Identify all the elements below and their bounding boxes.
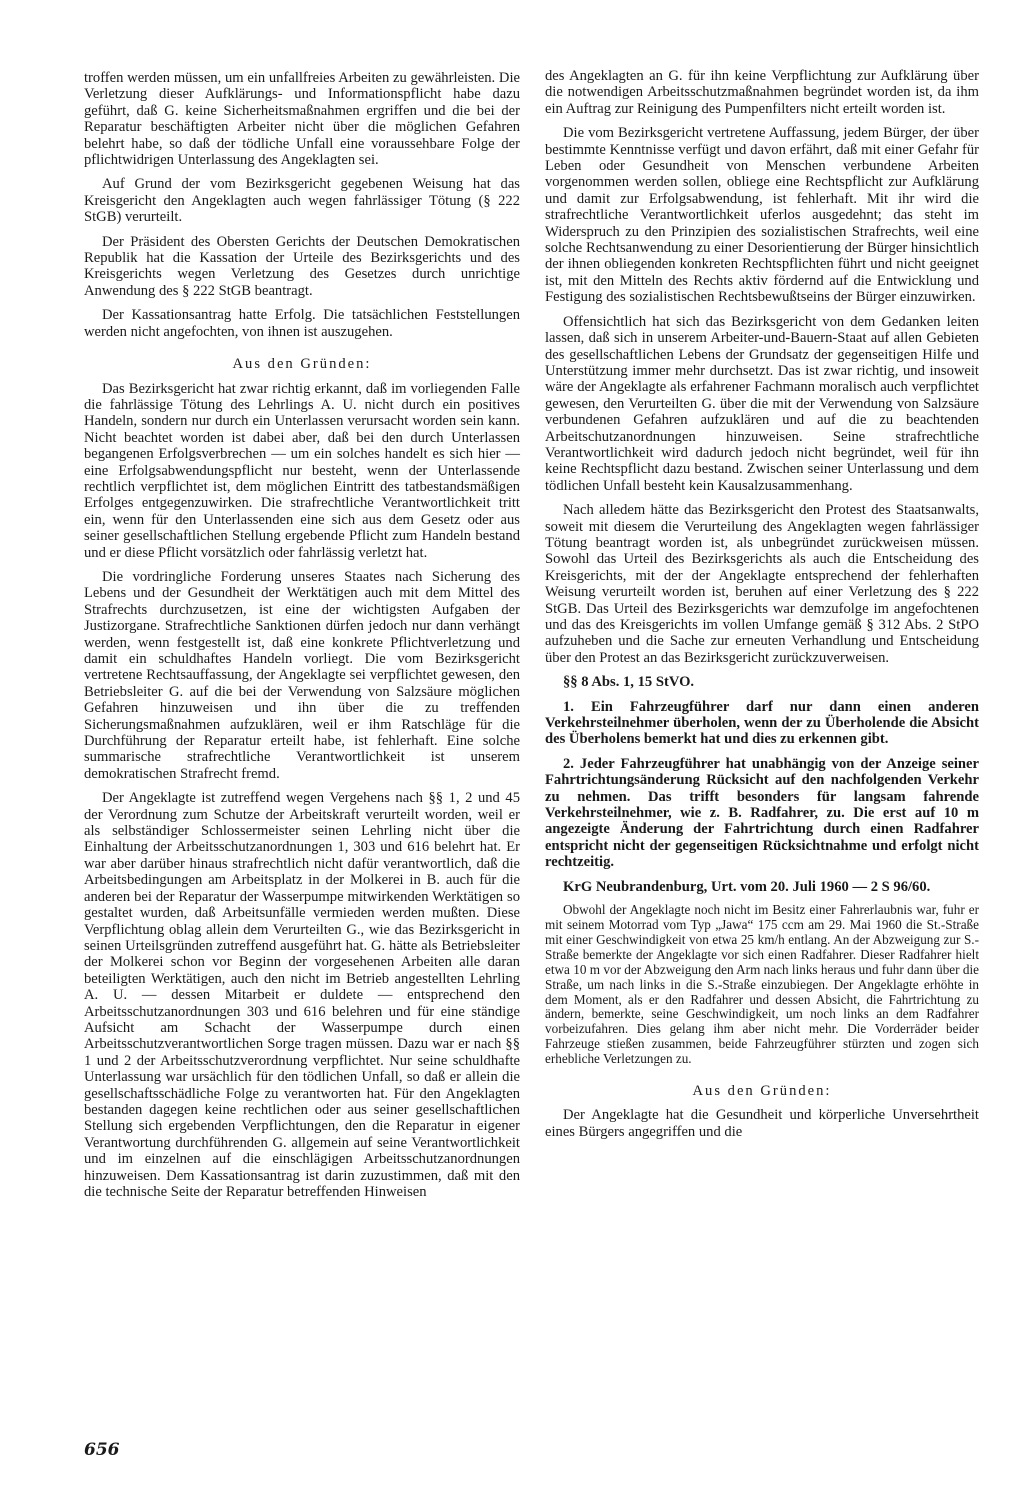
- paragraph: des Angeklagten an G. für ihn keine Verpflichtung zur Aufklärung über die notwendigen Arbeitsschutzmaßnahmen begründet worden ist, da ihm ein Auftrag zur Reinigung des Pumpenfilters nicht erteilt worden ist.: [545, 68, 979, 117]
- legal-reference: §§ 8 Abs. 1, 15 StVO.: [563, 674, 695, 691]
- headnote-1: 1. Ein Fahrzeugführer darf nur dann einen anderen Verkehrsteilnehmer überholen, wenn der zu Überholende die Absicht des Überholens bemerkt hat und dies zu erkennen gibt.: [545, 698, 979, 748]
- page-number: 656: [84, 1440, 120, 1460]
- left-column: [84, 70, 520, 1208]
- paragraph: Offensichtlich hat sich das Bezirksgericht von dem Gedanken leiten lassen, daß sich in unserem Arbeiter-und-Bauern-Staat auf allen Gebieten des gesellschaftlichen Lebens der Grundsatz der gegenseitigen Hilfe und Unterstützung immer mehr durchsetzt. Das ist zwar richtig, und insoweit wäre der Angeklagte als erfahrener Fachmann moralisch auch verpflichtet gewesen, den Verurteilten G. über die mit der Verwendung von Salzsäure verbundenen Gefahren aufzuklären und auf die zu beachtenden Arbeitschutzanordnungen hinzuweisen. Seine strafrechtliche Verantwortlichkeit wird dadurch jedoch nicht begründet, weil für ihn keine Rechtspflicht dazu bestand. Zwischen seiner Unterlassung und dem tödlichen Unfall besteht kein Kausalzusammenhang.: [545, 313, 979, 494]
- headnote-2: 2. Jeder Fahrzeugführer hat unabhängig von der Anzeige seiner Fahrtrichtungsänderung Rücksicht auf den nachfolgenden Verkehr zu nehmen. Das trifft besonders für langsam fahrende Verkehrsteilnehmer, wie z. B. Radfahrer, zu. Die erst auf 10 m angezeigte Änderung der Fahrtrichtung durch einen Radfahrer entspricht nicht der gegenseitigen Rücksichtnahme und erfolgt nicht rechtzeitig.: [545, 755, 979, 871]
- paragraph: Der Präsident des Obersten Gerichts der Deutschen Demokratischen Republik hat die Kassation der Urteile des Bezirksgerichts und des Kreisgerichts wegen Verletzung des Gesetzes durch unrichtige Anwendung des § 222 StGB beantragt.: [84, 233, 520, 299]
- right-column: [545, 68, 979, 1148]
- paragraph: Nach alledem hätte das Bezirksgericht den Protest des Staatsanwalts, soweit mit diesem die Verurteilung des Angeklagten wegen fahrlässiger Tötung beantragt worden ist, als unbegründet zurückweisen müssen. Sowohl das Urteil des Bezirksgerichts als auch die Entscheidung des Kreisgerichts, mit der der Angeklagte entsprechend der fehlerhaften Weisung verurteilt worden ist, beruhen auf einer Verletzung des § 222 StGB. Das Urteil des Bezirksgerichts war demzufolge im angefochtenen und das des Kreisgerichts im vollen Umfange gemäß § 312 Abs. 2 StPO aufzuheben und die Sache zur erneuten Verhandlung und Entscheidung über den Protest an das Bezirksgericht zurückzuverweisen.: [545, 502, 979, 666]
- paragraph: Die vordringliche Forderung unseres Staates nach Sicherung des Lebens und der Gesundheit der Werktätigen auch mit dem Mittel des Strafrechts durchzusetzen, ist eine der wichtigsten Aufgaben der Justizorgane. Strafrechtliche Sanktionen dürfen jedoch nur dann verhängt werden, wenn festgestellt ist, daß eine konkrete Pflichtverletzung und damit ein schuldhaftes Handeln vorliegt. Die vom Bezirksgericht vertretene Rechtsauffassung, der Angeklagte sei verpflichtet gewesen, den Betriebsleiter G. auf die bei der Verwendung von Salzsäure möglichen Gefahren hinzuweisen und ihn über die zu treffenden Sicherungsmaßnahmen aufzuklären, weil er ihm Ratschläge für die Durchführung der Reparatur erteilt habe, ist fehlerhaft. Eine solche summarische strafrechtliche Verantwortlichkeit ist unserem demokratischen Strafrecht fremd.: [84, 568, 520, 782]
- paragraph: Die vom Bezirksgericht vertretene Auffassung, jedem Bürger, der über bestimmte Kenntnisse verfügt und davon erfährt, daß mit einer Gefahr für Leben oder Gesundheit von Menschen verbundene Arbeiten vorgenommen werden sollen, obliege eine Rechtspflicht zur Aufklärung und damit zur Erfolgsabwendung, ist fehlerhaft. Mit ihr wird die strafrechtliche Verantwortlichkeit uferlos ausgedehnt; das steht im Widerspruch zu den Prinzipien des sozialistischen Strafrechts, weil eine solche Rechtsanwendung zu einer Desorientierung der Bürger hinsichtlich der ihnen obliegenden konkreten Rechtspflichten führt und nicht geeignet ist, mit den Mitteln des Rechts aktiv fördernd auf die Entwicklung und Festigung des sozialistischen Rechtsbewußtseins der Bürger einzuwirken.: [545, 125, 979, 306]
- paragraph: Das Bezirksgericht hat zwar richtig erkannt, daß im vorliegenden Falle die fahrlässige Tötung des Lehrlings A. U. nicht durch ein positives Handeln, sondern nur durch ein Unterlassen verursacht worden sein kann. Nicht beachtet worden ist dabei aber, daß bei den durch Unterlassen begangenen Erfolgsverbrechen — um ein solches handelt es sich hier — eine Erfolgsabwendungspflicht nur besteht, wenn der Unterlassende rechtlich verpflichtet ist, dem möglichen Eintritt des tatbestandsmäßigen Erfolges entgegenzuwirken. Die strafrechtliche Verantwortlichkeit tritt ein, wenn für den Unterlassenden eine sich aus dem Gesetz oder aus seiner gesellschaftlichen Stellung ergebende Pflicht zum Handeln bestand und er diese Pflicht vorsätzlich oder fahrlässig verletzt hat.: [84, 380, 520, 561]
- paragraph: Der Kassationsantrag hatte Erfolg. Die tatsächlichen Feststellungen werden nicht angefochten, von ihnen ist auszugehen.: [84, 307, 520, 340]
- paragraph: Der Angeklagte hat die Gesundheit und körperliche Unversehrtheit eines Bürgers angegriffen und die: [545, 1107, 979, 1140]
- section-heading: Aus den Gründen:: [232, 356, 372, 373]
- paragraph: troffen werden müssen, um ein unfallfreies Arbeiten zu gewährleisten. Die Verletzung dieser Aufklärungs- und Informationspflicht habe dazu geführt, daß G. keine Sicherheitsmaßnahmen ergriffen und die bei der Reparatur beschäftigten Arbeiter nicht über die möglichen Gefahren belehrt habe, so daß der tödliche Unfall eine voraussehbare Folge der pflichtwidrigen Unterlassung des Angeklagten sei.: [84, 70, 520, 169]
- section-heading: Aus den Gründen:: [692, 1083, 832, 1100]
- court-citation: KrG Neubrandenburg, Urt. vom 20. Juli 1960 — 2 S 96/60.: [563, 878, 931, 895]
- facts-paragraph: Obwohl der Angeklagte noch nicht im Besitz einer Fahrerlaubnis war, fuhr er mit seinem Motorrad vom Typ „Jawa“ 175 ccm am 29. Mai 1960 die St.-Straße mit einer Geschwindigkeit von etwa 25 km/h entlang. An der Abzweigung zur S.-Straße bemerkte der Angeklagte vor sich einen Radfahrer. Dieser Radfahrer hielt etwa 10 m vor der Abzweigung den Arm nach links heraus und fuhr dann über die Straße, um nach links in die S.-Straße einzubiegen. Der Angeklagte erhöhte in dem Moment, als er den Radfahrer und dessen Absicht, die Fahrtrichtung zu ändern, bemerkte, seine Geschwindigkeit, um noch links an dem Radfahrer vorbeizufahren. Dies gelang ihm aber nicht mehr. Die Vorderräder beider Fahrzeuge stießen zusammen, beide Fahrzeugführer stürzten und zogen sich erhebliche Verletzungen zu.: [545, 902, 979, 1067]
- paragraph: Auf Grund der vom Bezirksgericht gegebenen Weisung hat das Kreisgericht den Angeklagten auch wegen fahrlässiger Tötung (§ 222 StGB) verurteilt.: [84, 176, 520, 226]
- paragraph: Der Angeklagte ist zutreffend wegen Vergehens nach §§ 1, 2 und 45 der Verordnung zum Schutze der Arbeitskraft verurteilt worden, weil er als selbständiger Schlossermeister seinen Lehrling nicht über die Einhaltung der Arbeitsschutzanordnungen 1, 303 und 616 belehrt hat. Er war aber darüber hinaus strafrechtlich nicht dafür verantwortlich, daß die Arbeitsbedingungen am Arbeitsplatz in der Molkerei in B. auch für die anderen bei der Reparatur der Wasserpumpe mitwirkenden Werktätigen so gestaltet wurden, daß Arbeitsunfälle vermieden werden mußten. Diese Verpflichtung oblag allein dem Verurteilten G., wie das Bezirksgericht in seinen Urteilsgründen zutreffend ausgeführt hat. G. hätte als Betriebsleiter der Molkerei schon vor Beginn der vorgesehenen Arbeiten alle daran beteiligten Werktätigen, auch den nicht im Betrieb angestellten Lehrling A. U. — dessen Mitarbeit er duldete — entsprechend den Arbeitsschutzanordnungen 303 und 616 belehren und für eine ständige Aufsicht am Schacht der Wasserpumpe durch einen Arbeitsschutzverantwortlichen Sorge tragen müssen. Dazu war er nach §§ 1 und 2 der Arbeitsschutzverordnung verpflichtet. Nur seine schuldhafte Unterlassung war ursächlich für den tödlichen Unfall, so daß er allein die gesellschaftsschädliche Folge zu verantworten hat. Für den Angeklagten bestanden dagegen keine rechtlichen oder aus seiner gesellschaftlichen Stellung sich ergebenden Verpflichtungen, den die Reparatur in eigener Verantwortung durchführenden G. allgemein auf seine Verantwortlichkeit und im einzelnen auf die einschlägigen Arbeitsschutzanordnungen hinzuweisen. Dem Kassationsantrag ist darin zuzustimmen, daß mit den die technische Seite der Reparatur betreffenden Hinweisen: [84, 790, 520, 1200]
